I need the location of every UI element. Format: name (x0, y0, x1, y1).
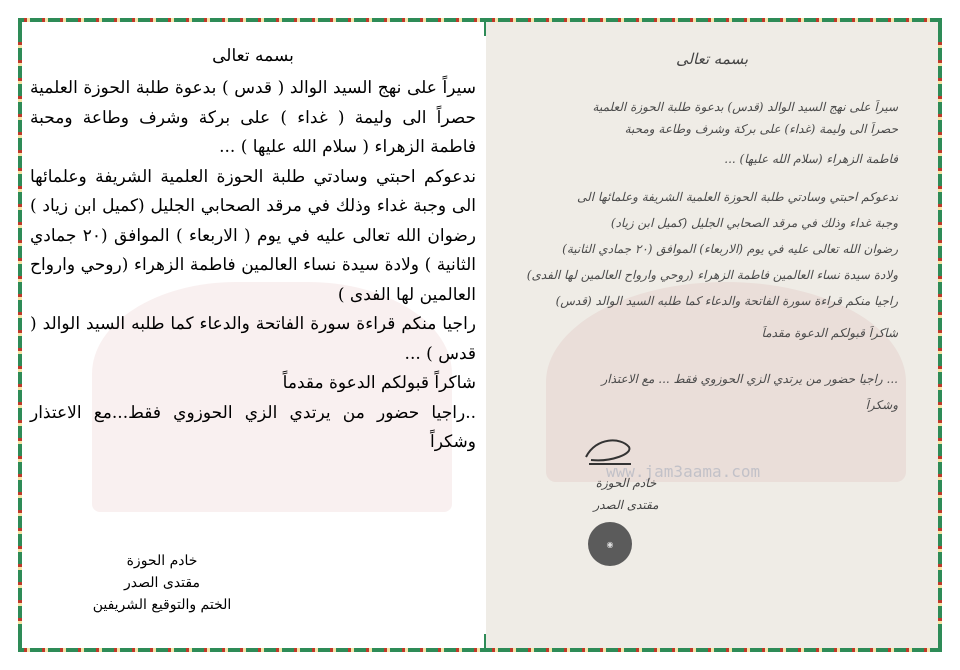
paragraph-5: ..راجيا حضور من يرتدي الزي الحوزوي فقط...مع الاعتذار وشكراً (30, 402, 476, 452)
watermark-text: www.jam3aama.com (606, 462, 761, 481)
handwritten-line: رضوان الله تعالى عليه في يوم (الاربعاء) الموافق (٢٠ جمادي الثانية) (562, 242, 898, 256)
handwritten-line: سيراً على نهج السيد الوالد (قدس) بدعوة طلبة الحوزة العلمية (592, 100, 898, 114)
handwritten-line: راجيا منكم قراءة سورة الفاتحة والدعاء كما طلبه السيد الوالد (قدس) (555, 294, 898, 308)
handwritten-line: ندعوكم احبتي وسادتي طلبة الحوزة العلمية الشريفة وعلمائها الى (577, 190, 898, 204)
signature-line-3: الختم والتوقيع الشريفين (92, 597, 232, 613)
handwritten-signature-line-2: مقتدى الصدر (593, 498, 659, 512)
seal-stamp-icon: ◉ (588, 522, 632, 566)
signature-line-1: خادم الحوزة (126, 553, 198, 569)
paragraph-4: شاكراً قبولكم الدعوة مقدماً (282, 373, 476, 393)
signature-block (82, 550, 242, 616)
handwritten-line: ... راجيا حضور من يرتدي الزي الحوزوي فقط ... مع الاعتذار (601, 372, 898, 386)
handwritten-signature-block (566, 472, 686, 516)
letter-title: بسمه تعالى (212, 46, 294, 66)
signature-scribble-icon (581, 432, 636, 472)
handwritten-line: ولادة سيدة نساء العالمين فاطمة الزهراء (روحي وارواح العالمين لها الفدى) (526, 268, 898, 282)
handwritten-letter-panel (486, 22, 938, 648)
letter-body (30, 74, 476, 458)
handwritten-line: شاكراً قبولكم الدعوة مقدماً (761, 326, 898, 340)
handwritten-title: بسمه تعالى (675, 50, 749, 68)
handwritten-line: وشكراً (865, 398, 898, 412)
paragraph-2: ندعوكم احبتي وسادتي طلبة الحوزة العلمية الشريفة وعلمائها الى وجبة غداء وذلك في مرقد الصحابي الجليل (كميل ابن زياد ) رضوان الله تعالى عليه في يوم ( الاربعاء ) الموافق (٢٠ جمادي الثانية ) ولادة سيدة نساء العالمين فاطمة الزهراء (روحي وارواح العالمين لها الفدى ) (30, 166, 476, 305)
typed-letter-panel (22, 22, 484, 648)
handwritten-line: وجبة غداء وذلك في مرقد الصحابي الجليل (كميل ابن زياد) (610, 216, 898, 230)
handwritten-signature-line-1: خادم الحوزة (595, 476, 657, 490)
paragraph-1: سيراً على نهج السيد الوالد ( قدس ) بدعوة طلبة الحوزة العلمية حصراً الى وليمة ( غداء ) على بركة وشرف وطاعة ومحبة فاطمة الزهراء ( سلام الله عليها ) ... (30, 78, 476, 157)
handwritten-line: حصراً الى وليمة (غداء) على بركة وشرف وطاعة ومحبة (624, 122, 898, 136)
signature-line-2: مقتدى الصدر (124, 575, 200, 591)
handwritten-line: فاطمة الزهراء (سلام الله عليها) ... (724, 152, 898, 166)
paragraph-3: راجيا منكم قراءة سورة الفاتحة والدعاء كما طلبه السيد الوالد ( قدس ) ... (30, 314, 476, 364)
